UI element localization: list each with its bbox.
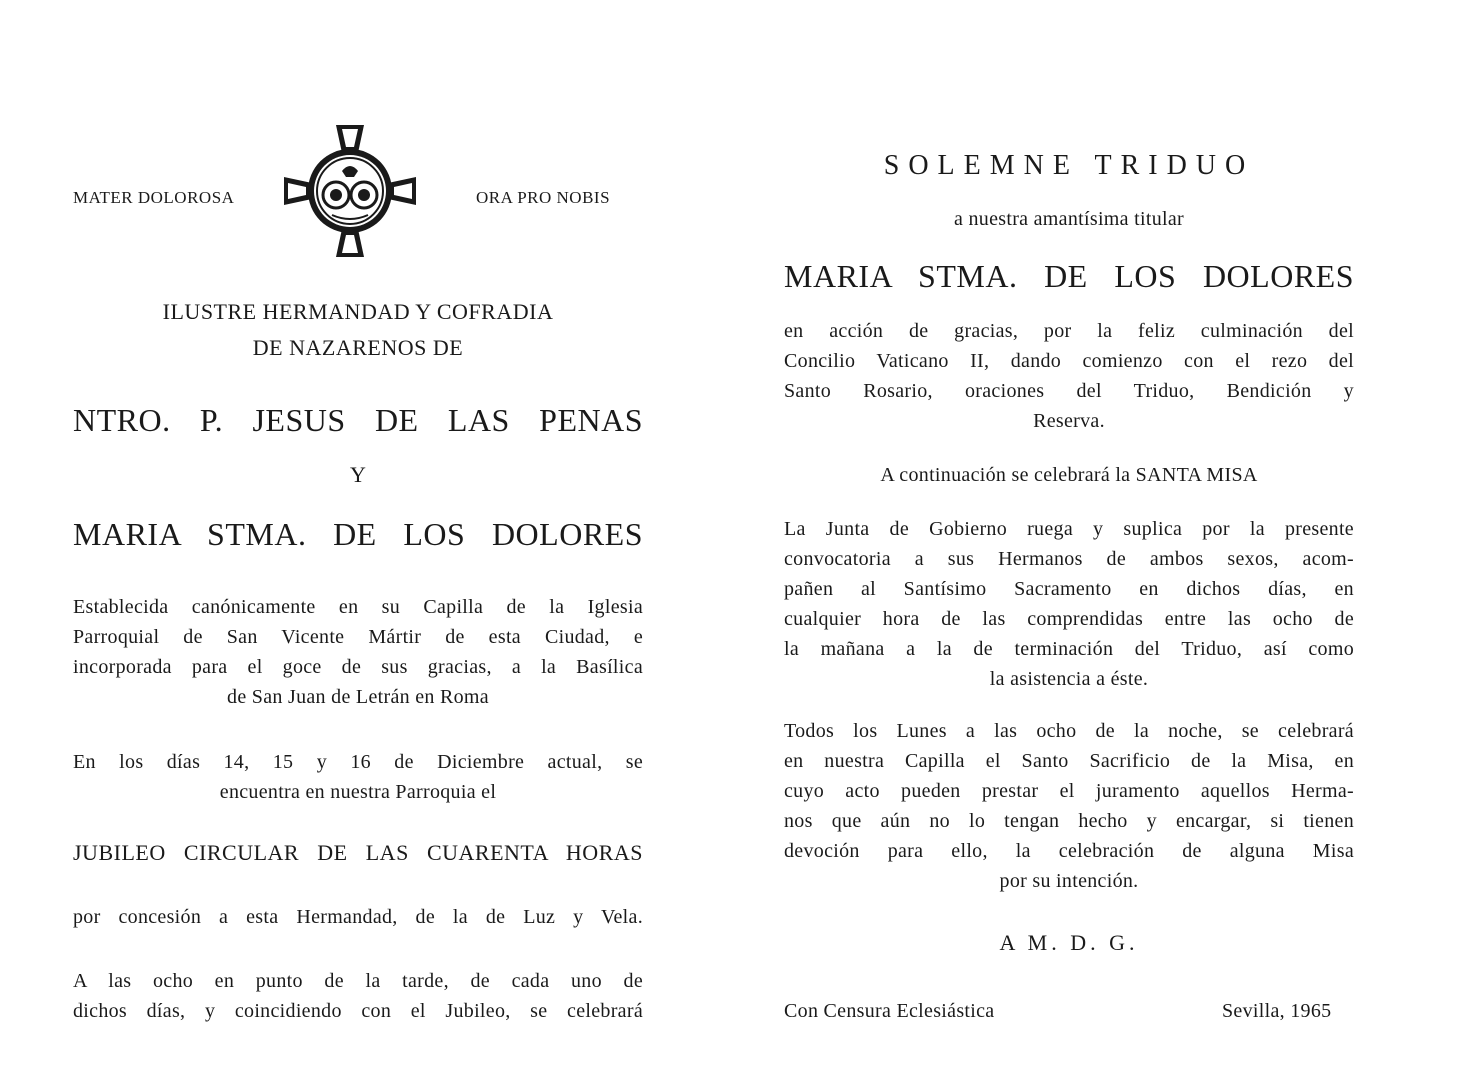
evening-line-1: A las ocho en punto de la tarde, de cada uno de [73, 970, 643, 992]
lunes-line-3: cuyo acto pueden prestar el juramento aquellos Herma- [784, 780, 1354, 802]
place-date-line: Sevilla, 1965 [1222, 1000, 1332, 1022]
jubileo-heading: JUBILEO CIRCULAR DE LAS CUARENTA HORAS [73, 840, 643, 865]
brotherhood-line-1: ILUSTRE HERMANDAD Y COFRADIA [162, 299, 554, 324]
motto-right: ORA PRO NOBIS [476, 188, 611, 207]
triduo-heading: SOLEMNE TRIDUO [883, 150, 1255, 181]
gracias-paragraph [784, 316, 1354, 436]
gracias-line-2: Concilio Vaticano II, dando comienzo con el rezo del [784, 350, 1354, 372]
established-line-2: Parroquial de San Vicente Mártir de esta Ciudad, e [73, 626, 643, 648]
lunes-line-4: nos que aún no lo tengan hecho y encargar, si tienen [784, 810, 1354, 832]
junta-line-2: convocatoria a sus Hermanos de ambos sexos, acom- [784, 548, 1354, 570]
days-line-1: En los días 14, 15 y 16 de Diciembre actual, se [73, 751, 643, 773]
motto-left: MATER DOLOROSA [73, 188, 235, 207]
evening-paragraph [73, 966, 643, 1026]
established-line-3: incorporada para el goce de sus gracias, a la Basílica [73, 656, 643, 678]
misa-line: A continuación se celebrará la SANTA MISA [880, 464, 1258, 486]
brotherhood-cross-emblem-icon [282, 123, 418, 259]
junta-line-6: la asistencia a éste. [989, 668, 1149, 690]
lunes-line-2: en nuestra Capilla el Santo Sacrificio de la Misa, en [784, 750, 1354, 772]
title-maria: MARIA STMA. DE LOS DOLORES [73, 516, 643, 552]
junta-line-3: pañen al Santísimo Sacramento en dichos días, en [784, 578, 1354, 600]
triduo-title: MARIA STMA. DE LOS DOLORES [784, 258, 1354, 294]
title-conjunction: Y [350, 462, 366, 487]
lunes-line-1: Todos los Lunes a las ocho de la noche, se celebrará [784, 720, 1354, 742]
established-paragraph [73, 592, 643, 712]
evening-line-2: dichos días, y coincidiendo con el Jubileo, se celebrará [73, 1000, 643, 1022]
concesion-line: por concesión a esta Hermandad, de la de Luz y Vela. [73, 906, 643, 928]
gracias-line-4: Reserva. [1033, 410, 1105, 432]
established-line-4: de San Juan de Letrán en Roma [227, 686, 489, 708]
lunes-line-5: devoción para ello, la celebración de alguna Misa [784, 840, 1354, 862]
title-jesus: NTRO. P. JESUS DE LAS PENAS [73, 402, 643, 438]
amdg-line: A M. D. G. [999, 930, 1139, 955]
junta-line-4: cualquier hora de las comprendidas entre las ocho de [784, 608, 1354, 630]
brotherhood-line-2: DE NAZARENOS DE [252, 335, 464, 360]
gracias-line-1: en acción de gracias, por la feliz culminación del [784, 320, 1354, 342]
days-paragraph [73, 747, 643, 807]
lunes-paragraph [784, 716, 1354, 896]
established-line-1: Establecida canónicamente en su Capilla de la Iglesia [73, 596, 643, 618]
junta-paragraph [784, 514, 1354, 694]
junta-line-5: la mañana a la de terminación del Triduo, así como [784, 638, 1354, 660]
censura-line: Con Censura Eclesiástica [784, 1000, 995, 1022]
lunes-line-6: por su intención. [999, 870, 1139, 892]
days-line-2: encuentra en nuestra Parroquia el [219, 781, 497, 803]
brotherhood-heading [73, 294, 643, 366]
triduo-subheading: a nuestra amantísima titular [954, 208, 1184, 230]
gracias-line-3: Santo Rosario, oraciones del Triduo, Bendición y [784, 380, 1354, 402]
junta-line-1: La Junta de Gobierno ruega y suplica por la presente [784, 518, 1354, 540]
